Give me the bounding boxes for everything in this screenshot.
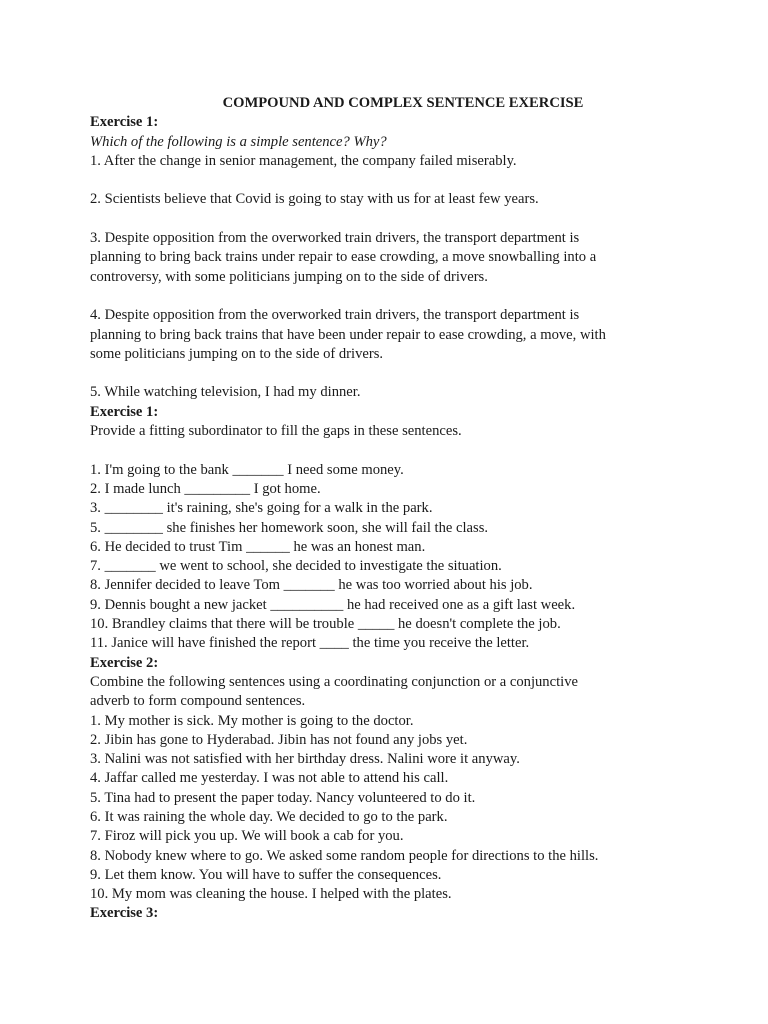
- question-item: [90, 190, 698, 209]
- exercise-prompt-line: Combine the following sentences using a coordinating conjunction or a conjunctive: [90, 673, 578, 690]
- exercise-heading: Exercise 3:: [90, 905, 159, 922]
- question-line: planning to bring back trains under repair to ease crowding, a move snowballing into a: [90, 249, 597, 266]
- exercise-2-section: [90, 654, 698, 905]
- question-line: 1. After the change in senior management, the company failed miserably.: [90, 152, 517, 169]
- question-item: 5. Tina had to present the paper today. Nancy volunteered to do it.: [90, 789, 476, 806]
- question-item: 11. Janice will have finished the report ____ the time you receive the letter.: [90, 635, 530, 652]
- question-line: 2. Scientists believe that Covid is going to stay with us for at least few years.: [90, 191, 539, 208]
- exercise-prompt: Which of the following is a simple sentence? Why?: [90, 133, 387, 150]
- question-item: 10. My mom was cleaning the house. I helped with the plates.: [90, 886, 452, 903]
- question-item: 3. ________ it's raining, she's going for a walk in the park.: [90, 500, 433, 517]
- question-item: 5. ________ she finishes her homework soon, she will fail the class.: [90, 519, 489, 536]
- question-line: 3. Despite opposition from the overworked train drivers, the transport department is: [90, 230, 580, 247]
- question-item: 6. He decided to trust Tim ______ he was an honest man.: [90, 538, 426, 555]
- question-item: 1. My mother is sick. My mother is going to the doctor.: [90, 712, 414, 729]
- question-item: [90, 383, 698, 402]
- question-item: 8. Jennifer decided to leave Tom _______ he was too worried about his job.: [90, 577, 533, 594]
- question-item: 8. Nobody knew where to go. We asked some random people for directions to the hills.: [90, 847, 599, 864]
- question-item: 6. It was raining the whole day. We decided to go to the park.: [90, 808, 448, 825]
- question-item: [90, 152, 698, 171]
- question-line: 4. Despite opposition from the overworked train drivers, the transport department is: [90, 307, 580, 324]
- question-item: 7. _______ we went to school, she decided to investigate the situation.: [90, 558, 502, 575]
- question-line: some politicians jumping on to the side of drivers.: [90, 345, 384, 362]
- exercise-3-section: [90, 904, 698, 923]
- exercise-heading: Exercise 1:: [90, 403, 159, 420]
- question-item: 4. Jaffar called me yesterday. I was not able to attend his call.: [90, 770, 449, 787]
- question-item: 1. I'm going to the bank _______ I need some money.: [90, 461, 404, 478]
- question-item: [90, 229, 698, 287]
- question-item: [90, 306, 698, 364]
- question-item: 2. Jibin has gone to Hyderabad. Jibin has not found any jobs yet.: [90, 731, 468, 748]
- exercise-heading: Exercise 2:: [90, 654, 159, 671]
- question-item: 2. I made lunch _________ I got home.: [90, 480, 321, 497]
- question-item: 7. Firoz will pick you up. We will book a cab for you.: [90, 828, 404, 845]
- question-line: 5. While watching television, I had my dinner.: [90, 384, 361, 401]
- question-item: 9. Let them know. You will have to suffer the consequences.: [90, 866, 442, 883]
- exercise-1b-section: [90, 403, 698, 654]
- document-title: COMPOUND AND COMPLEX SENTENCE EXERCISE: [222, 95, 584, 111]
- exercise-prompt-line: adverb to form compound sentences.: [90, 693, 306, 710]
- question-item: 3. Nalini was not satisfied with her birthday dress. Nalini wore it anyway.: [90, 751, 520, 768]
- exercise-prompt: Provide a fitting subordinator to fill the gaps in these sentences.: [90, 423, 462, 440]
- question-item: 10. Brandley claims that there will be trouble _____ he doesn't complete the job.: [90, 616, 561, 633]
- exercise-1-section: [90, 113, 698, 402]
- question-line: controversy, with some politicians jumping on to the side of drivers.: [90, 268, 488, 285]
- question-line: planning to bring back trains that have been under repair to ease crowding, a move, with: [90, 326, 606, 343]
- exercise-heading: Exercise 1:: [90, 114, 159, 131]
- question-item: 9. Dennis bought a new jacket __________ he had received one as a gift last week.: [90, 596, 576, 613]
